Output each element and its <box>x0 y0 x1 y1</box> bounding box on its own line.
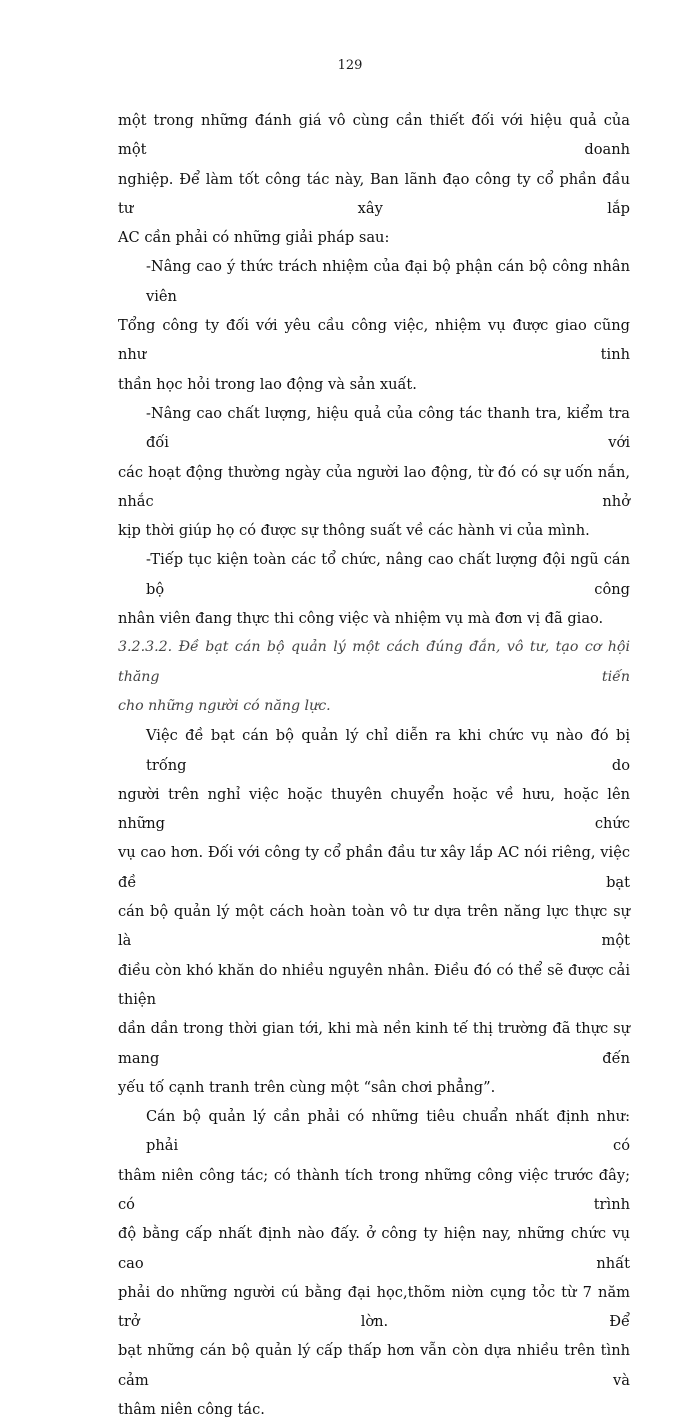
body-text-line: AC cần phải có những giải pháp sau: <box>118 229 390 247</box>
body-text-line: Tổng công ty đối với yêu cầu công việc, nhiệm vụ được giao cũng như tinh <box>118 317 630 364</box>
body-text-line: điều còn khó khăn do nhiều nguyên nhân. Điều đó có thể sẽ được cải thiện <box>118 961 630 1008</box>
body-text-line: dần dần trong thời gian tới, khi mà nền kinh tế thị trường đã thực sự mang đến <box>118 1020 630 1067</box>
body-text-line: bạt những cán bộ quản lý cấp thấp hơn vẫn còn dựa nhiều trên tình cảm và <box>118 1342 630 1389</box>
body-text-line: phải do những người cú bằng đại học,thõm niờn cụng tỏc từ 7 năm trở lờn. Để <box>118 1283 630 1331</box>
page-number: 129 <box>337 58 363 73</box>
body-text-line: -Tiếp tục kiện toàn các tổ chức, nâng cao chất lượng đội ngũ cán bộ công <box>146 551 630 598</box>
body-text-line: kịp thời giúp họ có được sự thông suất về các hành vi của mình. <box>118 522 590 540</box>
body-text-line: -Nâng cao chất lượng, hiệu quả của công tác thanh tra, kiểm tra đối với <box>146 404 630 452</box>
section-heading-line: 3.2.3.2. Đề bạt cán bộ quản lý một cách đúng đắn, vô tư, tạo cơ hội thăng tiến <box>118 639 630 685</box>
body-text-line: thâm niên công tác; có thành tích trong những công việc trước đây; có trình <box>118 1166 630 1213</box>
body-text-line: một trong những đánh giá vô cùng cần thiết đối với hiệu quả của một doanh <box>118 112 630 159</box>
body-text-line: -Nâng cao ý thức trách nhiệm của đại bộ phận cán bộ công nhân viên <box>146 258 630 305</box>
body-text-line: người trên nghỉ việc hoặc thuyên chuyển hoặc về hưu, hoặc lên những chức <box>118 785 630 833</box>
body-text <box>118 106 630 1424</box>
body-text-line: độ bằng cấp nhất định nào đấy. ở công ty hiện nay, những chức vụ cao nhất <box>118 1225 630 1272</box>
body-text-line: Việc đề bạt cán bộ quản lý chỉ diễn ra khi chức vụ nào đó bị trống do <box>146 727 630 774</box>
body-text-line: yếu tố cạnh tranh trên cùng một “sân chơi phẳng”. <box>118 1078 496 1096</box>
body-text-line: cán bộ quản lý một cách hoàn toàn vô tư dựa trên năng lực thực sự là một <box>118 903 630 950</box>
body-text-line: các hoạt động thường ngày của người lao động, từ đó có sự uốn nắn, nhắc nhở <box>118 463 630 510</box>
body-text-line: thâm niên công tác. <box>118 1401 265 1419</box>
body-text-line: nghiệp. Để làm tốt công tác này, Ban lãnh đạo công ty cổ phần đầu tư xây lắp <box>118 170 630 217</box>
body-text-line: nhân viên đang thực thi công việc và nhiệm vụ mà đơn vị đã giao. <box>118 610 604 628</box>
body-text-line: vụ cao hơn. Đối với công ty cổ phần đầu tư xây lắp AC nói riêng, việc đề bạt <box>118 844 630 891</box>
section-heading-line: cho những người có năng lực. <box>118 697 331 714</box>
body-text-line: Cán bộ quản lý cần phải có những tiêu chuẩn nhất định như: phải có <box>146 1108 630 1155</box>
body-text-line: thần học hỏi trong lao động và sản xuất. <box>118 375 417 393</box>
